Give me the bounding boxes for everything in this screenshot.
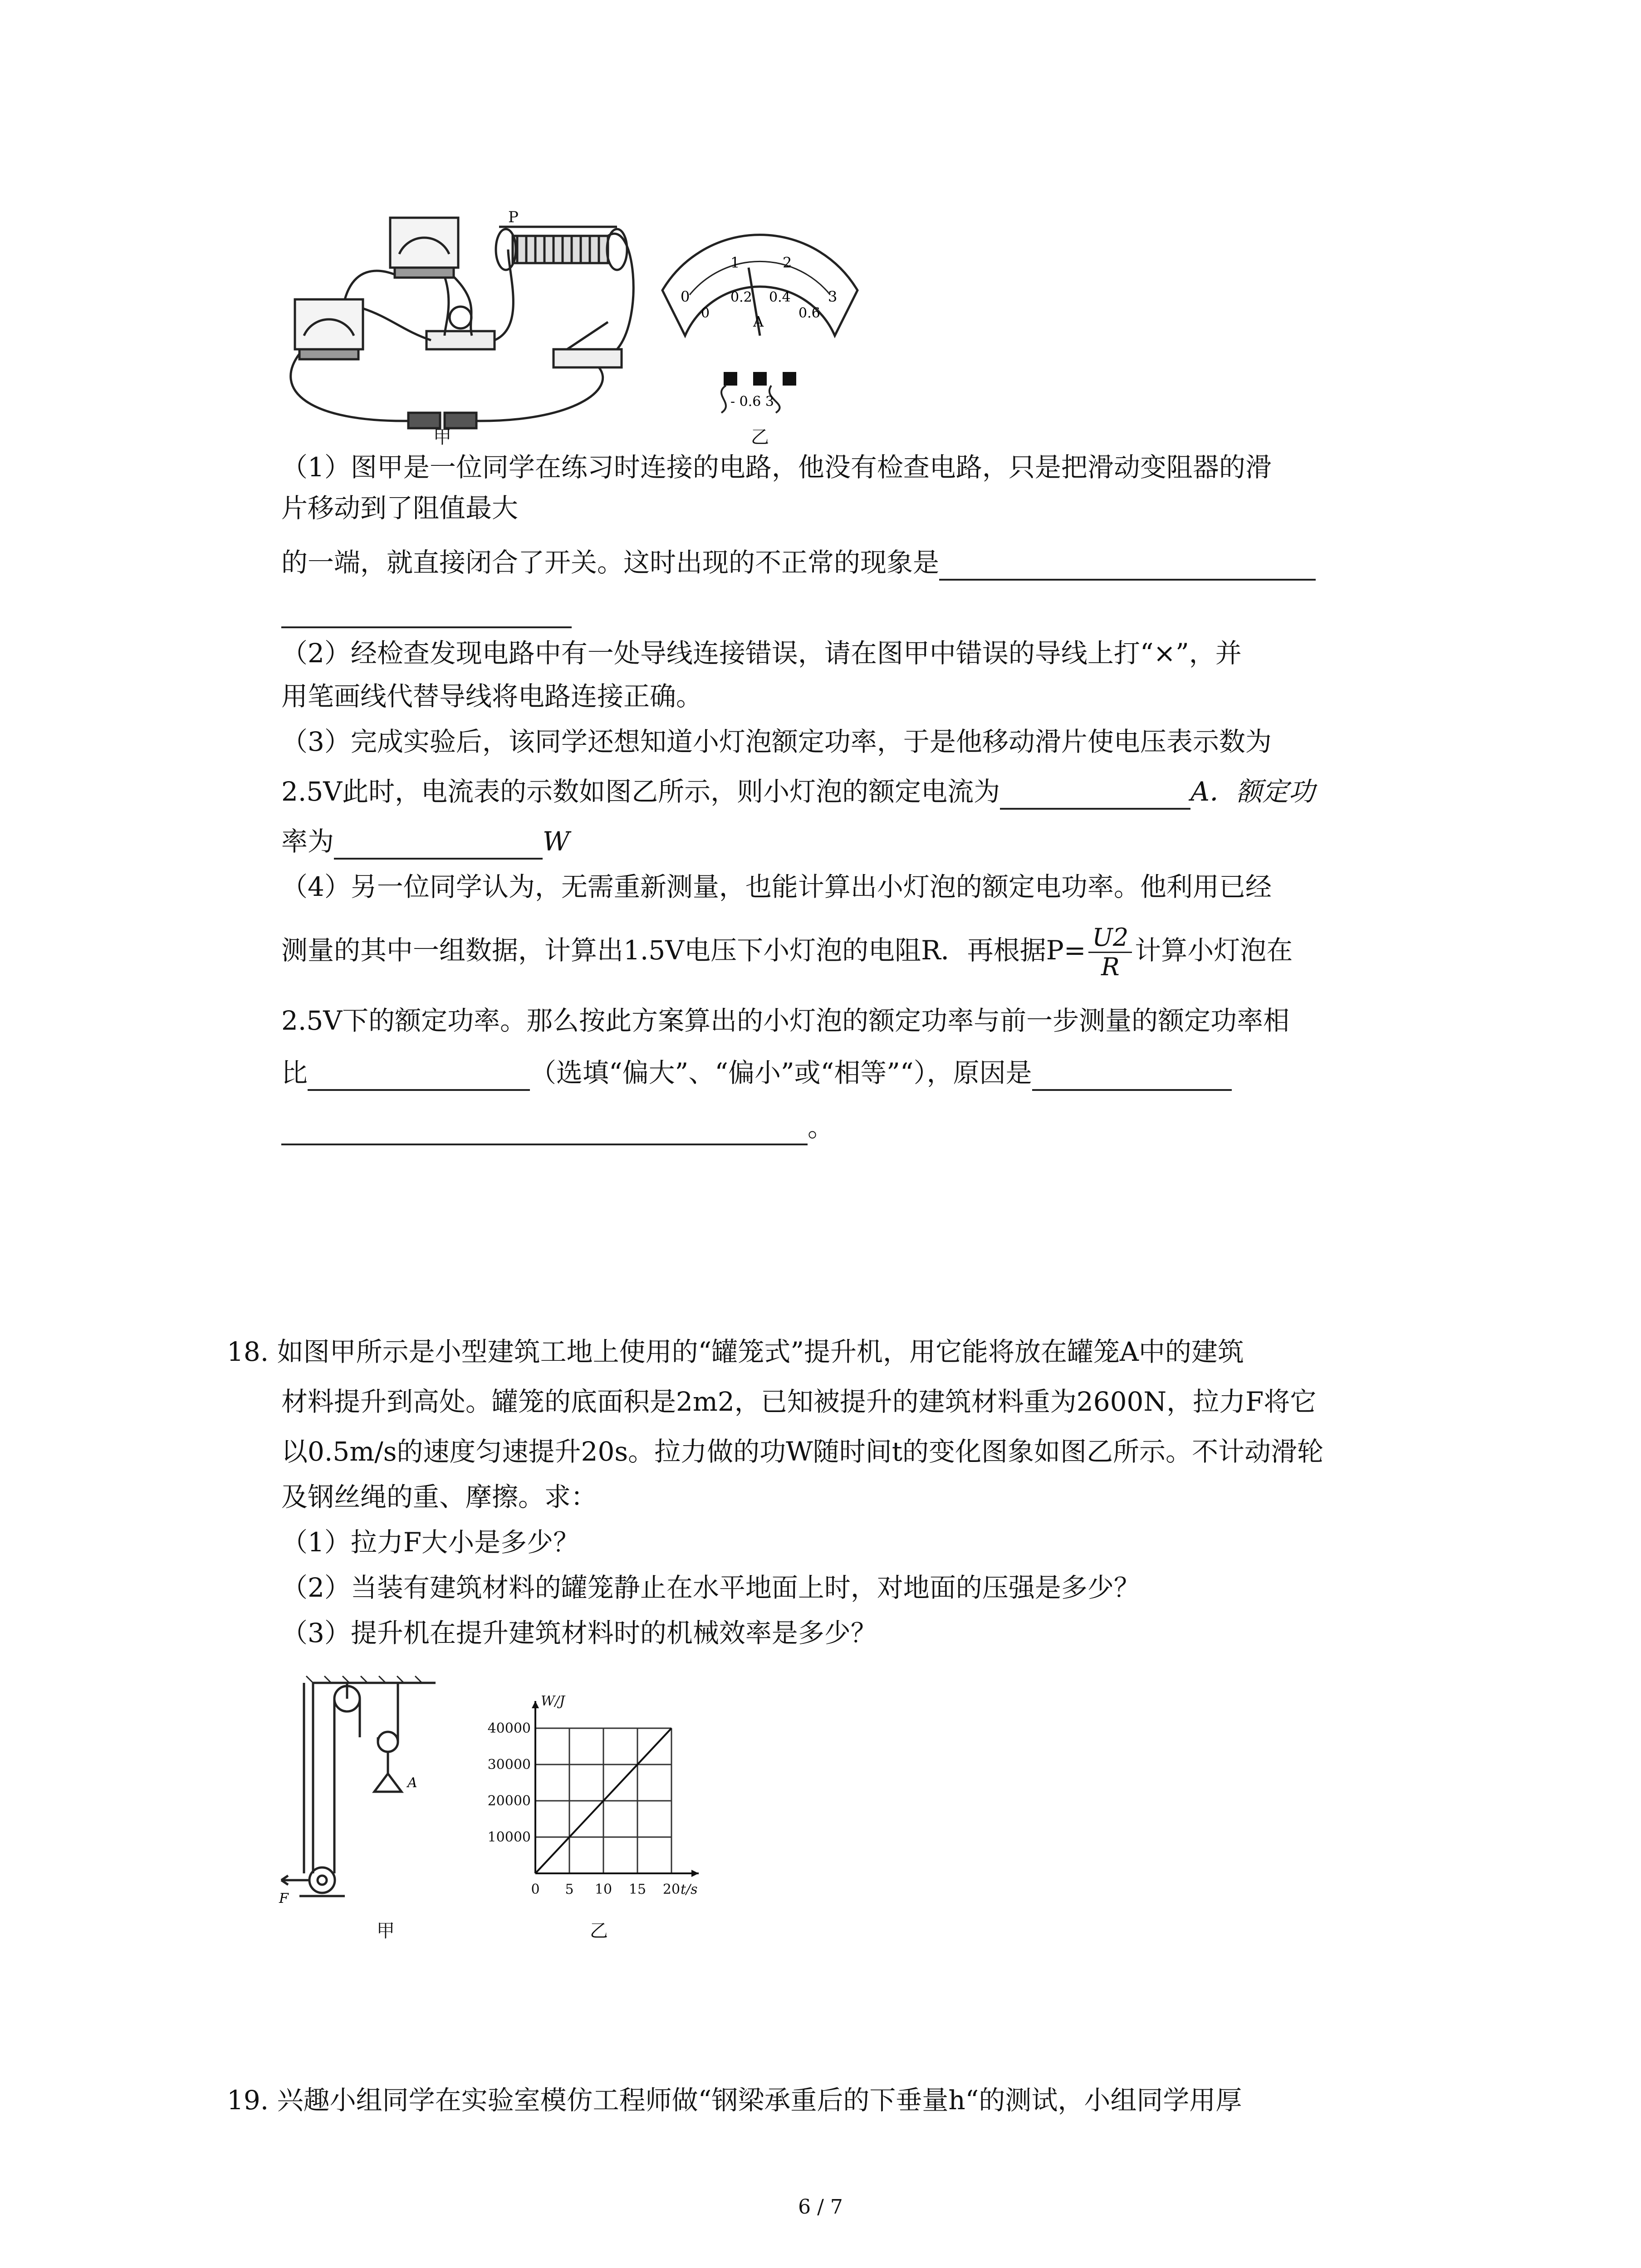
y-axis-label: W/J xyxy=(541,1693,565,1709)
q18-line2: 材料提升到高处。罐笼的底面积是2m2，已知被提升的建筑材料重为2600N，拉力F将它 xyxy=(281,1386,1317,1417)
answer-blank-3a[interactable] xyxy=(1000,780,1190,810)
fig17-caption-jia: 甲 xyxy=(433,427,451,448)
gauge-top-2: 2 xyxy=(783,254,792,271)
fig18-caption-yi: 乙 xyxy=(590,1921,608,1941)
q17-p4-line5-end: 。 xyxy=(808,1112,834,1143)
hoist-label-A: A xyxy=(407,1775,417,1791)
x-tick-label: 10 xyxy=(594,1882,612,1897)
q18-question-3: （3）提升机在提升建筑材料时的机械效率是多少？ xyxy=(281,1618,877,1648)
q17-p3-line1: （3）完成实验后，该同学还想知道小灯泡额定功率，于是他移动滑片使电压表示数为 xyxy=(281,726,1272,757)
q17-p4-line4-a: 比 xyxy=(281,1057,308,1088)
page-number: 6 / 7 xyxy=(798,2195,843,2219)
gauge-top-0: 0 xyxy=(681,288,690,305)
x-axis-arrow xyxy=(691,1870,699,1877)
gauge-unit: A xyxy=(753,313,764,330)
x-tick-label: 5 xyxy=(565,1882,574,1897)
q17-p3-line2-b: A．额定功 xyxy=(1190,776,1315,807)
q18-line4: 及钢丝绳的重、摩擦。求： xyxy=(281,1481,598,1512)
power-formula xyxy=(1088,924,1132,981)
switch-device xyxy=(554,322,622,367)
formula-numerator: U2 xyxy=(1088,924,1132,953)
x-axis-label: t/s xyxy=(681,1882,698,1897)
q17-p3-line2-a: 2.5V此时，电流表的示数如图乙所示，则小灯泡的额定电流为 xyxy=(281,776,1000,807)
q18-question-2: （2）当装有建筑材料的罐笼静止在水平地面上时，对地面的压强是多少？ xyxy=(281,1572,1140,1603)
x-tick-label: 15 xyxy=(628,1882,647,1897)
q17-p3-line2 xyxy=(281,773,1315,810)
y-tick-label: 40000 xyxy=(487,1721,531,1736)
pulley-hoist-figure xyxy=(272,1674,445,1910)
q18-line3: 以0.5m/s的速度匀速提升20s。拉力做的功W随时间t的变化图象如图乙所示。不计动滑轮 xyxy=(281,1436,1324,1467)
x-tick-label: 20 xyxy=(662,1882,681,1897)
q17-p1-line3 xyxy=(281,544,1316,581)
bulb-device xyxy=(426,307,495,349)
q17-p1-line2: 片移动到了阻值最大 xyxy=(281,493,519,523)
gauge-bot-0: 0 xyxy=(701,305,710,321)
y-tick-label: 10000 xyxy=(487,1829,531,1845)
q17-p4-line3: 2.5V下的额定功率。那么按此方案算出的小灯泡的额定功率与前一步测量的额定功率相 xyxy=(281,1005,1290,1036)
q17-p4-line1: （4）另一位同学认为，无需重新测量，也能计算出小灯泡的额定电功率。他利用已经 xyxy=(281,871,1272,902)
q17-p4-line2 xyxy=(281,921,1293,981)
q17-p4-line5 xyxy=(281,1109,834,1145)
voltmeter-device xyxy=(390,218,458,278)
answer-blank-3b[interactable] xyxy=(334,830,543,860)
q18-line1: 18. 如图甲所示是小型建筑工地上使用的“罐笼式”提升机，用它能将放在罐笼A中的建筑 xyxy=(227,1336,1244,1367)
gauge-terminals: - 0.6 3 xyxy=(730,394,774,410)
y-tick-label: 20000 xyxy=(487,1793,531,1809)
answer-blank-1b[interactable] xyxy=(281,598,572,628)
fig18-caption-jia: 甲 xyxy=(377,1921,395,1941)
gauge-bot-1: 0.2 xyxy=(730,289,752,305)
answer-blank-4a[interactable] xyxy=(308,1061,530,1091)
y-axis-arrow xyxy=(532,1701,539,1708)
ammeter-gauge xyxy=(662,235,857,413)
answer-blank-1a[interactable] xyxy=(939,551,1316,581)
answer-blank-4c[interactable] xyxy=(281,1115,808,1145)
q17-p4-line2-a: 测量的其中一组数据，计算出1.5V电压下小灯泡的电阻R．再根据P= xyxy=(281,935,1086,966)
gauge-top-1: 1 xyxy=(730,254,740,271)
x-tick-label: 0 xyxy=(531,1882,540,1897)
q17-p1-line1: （1）图甲是一位同学在练习时连接的电路，他没有检查电路，只是把滑动变阻器的滑 xyxy=(281,452,1272,483)
ammeter-device xyxy=(295,299,363,359)
slider-label: P xyxy=(508,208,519,226)
y-tick-label: 30000 xyxy=(487,1757,531,1773)
q17-p1-line4 xyxy=(281,592,572,628)
formula-denominator: R xyxy=(1101,953,1120,982)
gauge-bot-2: 0.4 xyxy=(769,289,791,305)
hoist-label-F: F xyxy=(279,1891,289,1906)
q19-line1: 19. 兴趣小组同学在实验室模仿工程师做“钢梁承重后的下垂量h“的测试，小组同学用厚 xyxy=(227,2085,1242,2116)
q17-p1-line3-text: 的一端，就直接闭合了开关。这时出现的不正常的现象是 xyxy=(281,547,940,578)
work-time-chart xyxy=(445,1687,726,1914)
q17-p2-line1: （2）经检查发现电路中有一处导线连接错误，请在图甲中错误的导线上打“×”，并 xyxy=(281,638,1242,669)
q17-p2-line2: 用笔画线代替导线将电路连接正确。 xyxy=(281,681,703,712)
q17-p4-line4-b: （选填“偏大”、“偏小”或“相等”“），原因是 xyxy=(530,1057,1032,1088)
gauge-bot-3: 0.6 xyxy=(798,305,820,321)
q17-p3-line3-b: W xyxy=(543,826,570,857)
q18-question-1: （1）拉力F大小是多少？ xyxy=(281,1527,580,1558)
q17-p3-line3 xyxy=(281,823,570,860)
rheostat-device xyxy=(496,227,627,270)
gauge-top-3: 3 xyxy=(828,288,838,305)
q17-p3-line3-a: 率为 xyxy=(281,826,334,857)
answer-blank-4b[interactable] xyxy=(1032,1061,1232,1091)
q17-p4-line2-b: 计算小灯泡在 xyxy=(1135,935,1293,966)
q17-p4-line4 xyxy=(281,1055,1232,1091)
circuit-figure xyxy=(254,200,962,454)
fig17-caption-yi: 乙 xyxy=(751,427,769,448)
